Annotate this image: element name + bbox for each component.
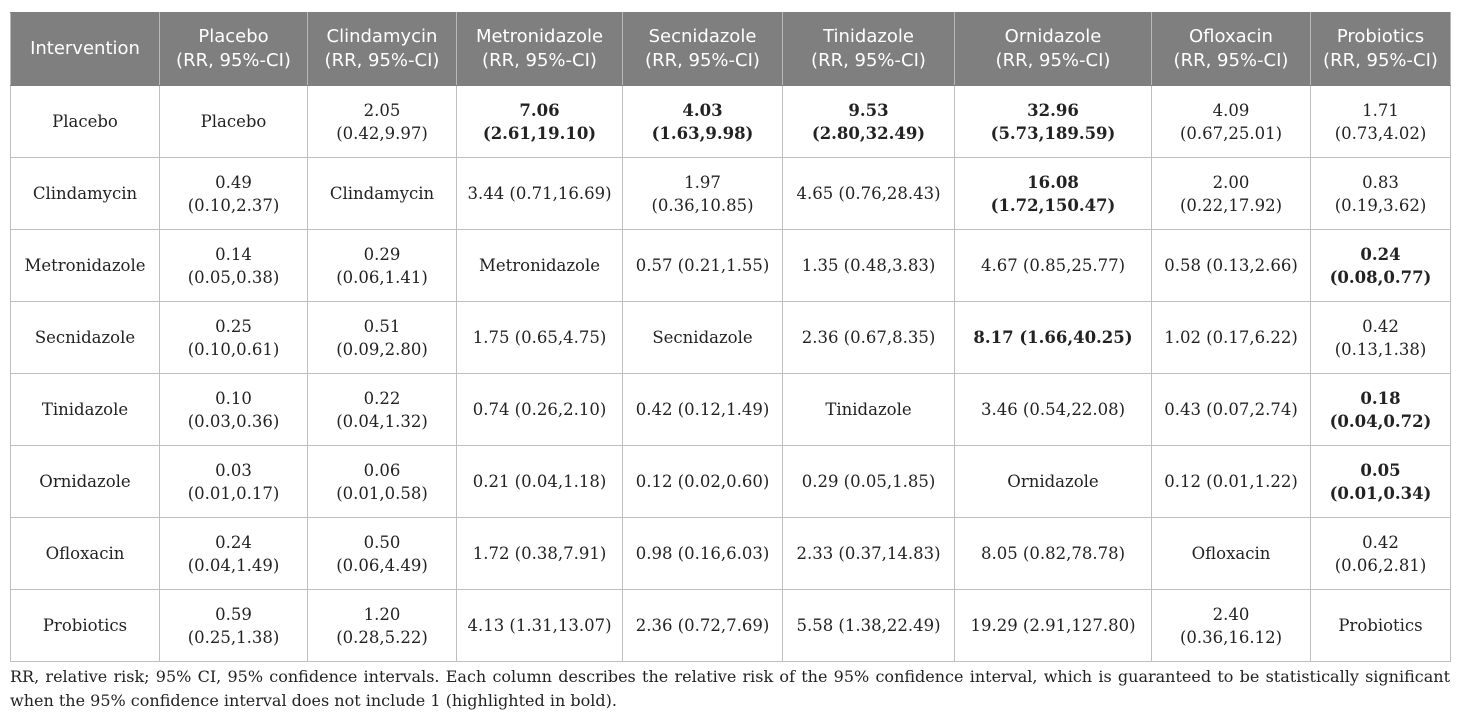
header-row: [11, 13, 1451, 86]
table-cell: 0.49 (0.10,2.37): [160, 158, 308, 230]
table-cell: 0.22 (0.04,1.32): [308, 374, 457, 446]
table-cell: 4.67 (0.85,25.77): [955, 230, 1152, 302]
header-placebo: Placebo (RR, 95%-CI): [160, 13, 308, 86]
table-cell: 0.57 (0.21,1.55): [623, 230, 783, 302]
table-cell: 0.12 (0.01,1.22): [1152, 446, 1311, 518]
table-cell: 0.18 (0.04,0.72): [1311, 374, 1451, 446]
table-row: [11, 158, 1451, 230]
table-row: [11, 446, 1451, 518]
table-cell: 1.75 (0.65,4.75): [457, 302, 623, 374]
league-table: [10, 12, 1451, 662]
row-label-cell: Placebo: [11, 86, 160, 158]
diagonal-cell: Tinidazole: [783, 374, 955, 446]
table-cell: 2.40 (0.36,16.12): [1152, 590, 1311, 662]
table-cell: 4.09 (0.67,25.01): [1152, 86, 1311, 158]
table-cell: 0.83 (0.19,3.62): [1311, 158, 1451, 230]
table-cell: 2.33 (0.37,14.83): [783, 518, 955, 590]
table-cell: 4.65 (0.76,28.43): [783, 158, 955, 230]
table-cell: 0.43 (0.07,2.74): [1152, 374, 1311, 446]
table-row: [11, 86, 1451, 158]
table-cell: 0.29 (0.06,1.41): [308, 230, 457, 302]
diagonal-cell: Probiotics: [1311, 590, 1451, 662]
diagonal-cell: Ofloxacin: [1152, 518, 1311, 590]
row-label-cell: Tinidazole: [11, 374, 160, 446]
table-cell: 0.25 (0.10,0.61): [160, 302, 308, 374]
header-intervention: Intervention: [11, 13, 160, 86]
header-secnidazole: Secnidazole (RR, 95%-CI): [623, 13, 783, 86]
header-probiotics: Probiotics (RR, 95%-CI): [1311, 13, 1451, 86]
table-row: [11, 230, 1451, 302]
table-cell: 0.58 (0.13,2.66): [1152, 230, 1311, 302]
table-cell: 3.44 (0.71,16.69): [457, 158, 623, 230]
table-cell: 0.05 (0.01,0.34): [1311, 446, 1451, 518]
table-cell: 0.74 (0.26,2.10): [457, 374, 623, 446]
diagonal-cell: Secnidazole: [623, 302, 783, 374]
table-cell: 0.06 (0.01,0.58): [308, 446, 457, 518]
diagonal-cell: Metronidazole: [457, 230, 623, 302]
table-cell: 8.05 (0.82,78.78): [955, 518, 1152, 590]
header-tinidazole: Tinidazole (RR, 95%-CI): [783, 13, 955, 86]
diagonal-cell: Placebo: [160, 86, 308, 158]
table-cell: 0.03 (0.01,0.17): [160, 446, 308, 518]
table-cell: 0.42 (0.06,2.81): [1311, 518, 1451, 590]
table-cell: 1.20 (0.28,5.22): [308, 590, 457, 662]
table-cell: 1.02 (0.17,6.22): [1152, 302, 1311, 374]
table-row: [11, 302, 1451, 374]
table-cell: 0.59 (0.25,1.38): [160, 590, 308, 662]
row-label-cell: Secnidazole: [11, 302, 160, 374]
table-cell: 8.17 (1.66,40.25): [955, 302, 1152, 374]
table-cell: 0.50 (0.06,4.49): [308, 518, 457, 590]
table-row: [11, 590, 1451, 662]
table-cell: 3.46 (0.54,22.08): [955, 374, 1152, 446]
table-cell: 0.10 (0.03,0.36): [160, 374, 308, 446]
table-footnote: RR, relative risk; 95% CI, 95% confidence intervals. Each column describes the relative risk of the 95% confidence interval, which is guaranteed to be statistically significant when the 95% confidence interval does not include 1 (highlighted in bold).: [10, 667, 1450, 710]
header-ornidazole: Ornidazole (RR, 95%-CI): [955, 13, 1152, 86]
table-cell: 0.42 (0.13,1.38): [1311, 302, 1451, 374]
row-label-cell: Clindamycin: [11, 158, 160, 230]
table-cell: 0.12 (0.02,0.60): [623, 446, 783, 518]
table-cell: 0.98 (0.16,6.03): [623, 518, 783, 590]
table-cell: 4.13 (1.31,13.07): [457, 590, 623, 662]
table-cell: 0.51 (0.09,2.80): [308, 302, 457, 374]
row-label-cell: Ornidazole: [11, 446, 160, 518]
table-cell: 19.29 (2.91,127.80): [955, 590, 1152, 662]
table-cell: 1.71 (0.73,4.02): [1311, 86, 1451, 158]
table-cell: 0.21 (0.04,1.18): [457, 446, 623, 518]
table-cell: 4.03 (1.63,9.98): [623, 86, 783, 158]
row-label-cell: Ofloxacin: [11, 518, 160, 590]
table-row: [11, 374, 1451, 446]
header-clindamycin: Clindamycin (RR, 95%-CI): [308, 13, 457, 86]
diagonal-cell: Ornidazole: [955, 446, 1152, 518]
table-cell: 1.35 (0.48,3.83): [783, 230, 955, 302]
table-cell: 7.06 (2.61,19.10): [457, 86, 623, 158]
table-body: [11, 86, 1451, 662]
header-metronidazole: Metronidazole (RR, 95%-CI): [457, 13, 623, 86]
league-table-container: [10, 12, 1450, 713]
table-cell: 0.42 (0.12,1.49): [623, 374, 783, 446]
table-cell: 2.00 (0.22,17.92): [1152, 158, 1311, 230]
table-cell: 5.58 (1.38,22.49): [783, 590, 955, 662]
table-cell: 1.97 (0.36,10.85): [623, 158, 783, 230]
table-cell: 16.08 (1.72,150.47): [955, 158, 1152, 230]
table-row: [11, 518, 1451, 590]
diagonal-cell: Clindamycin: [308, 158, 457, 230]
table-cell: 2.36 (0.67,8.35): [783, 302, 955, 374]
table-cell: 2.05 (0.42,9.97): [308, 86, 457, 158]
table-cell: 2.36 (0.72,7.69): [623, 590, 783, 662]
table-cell: 0.24 (0.08,0.77): [1311, 230, 1451, 302]
table-cell: 32.96 (5.73,189.59): [955, 86, 1152, 158]
table-cell: 0.24 (0.04,1.49): [160, 518, 308, 590]
table-cell: 0.14 (0.05,0.38): [160, 230, 308, 302]
header-ofloxacin: Ofloxacin (RR, 95%-CI): [1152, 13, 1311, 86]
table-cell: 1.72 (0.38,7.91): [457, 518, 623, 590]
table-cell: 0.29 (0.05,1.85): [783, 446, 955, 518]
row-label-cell: Probiotics: [11, 590, 160, 662]
row-label-cell: Metronidazole: [11, 230, 160, 302]
table-cell: 9.53 (2.80,32.49): [783, 86, 955, 158]
